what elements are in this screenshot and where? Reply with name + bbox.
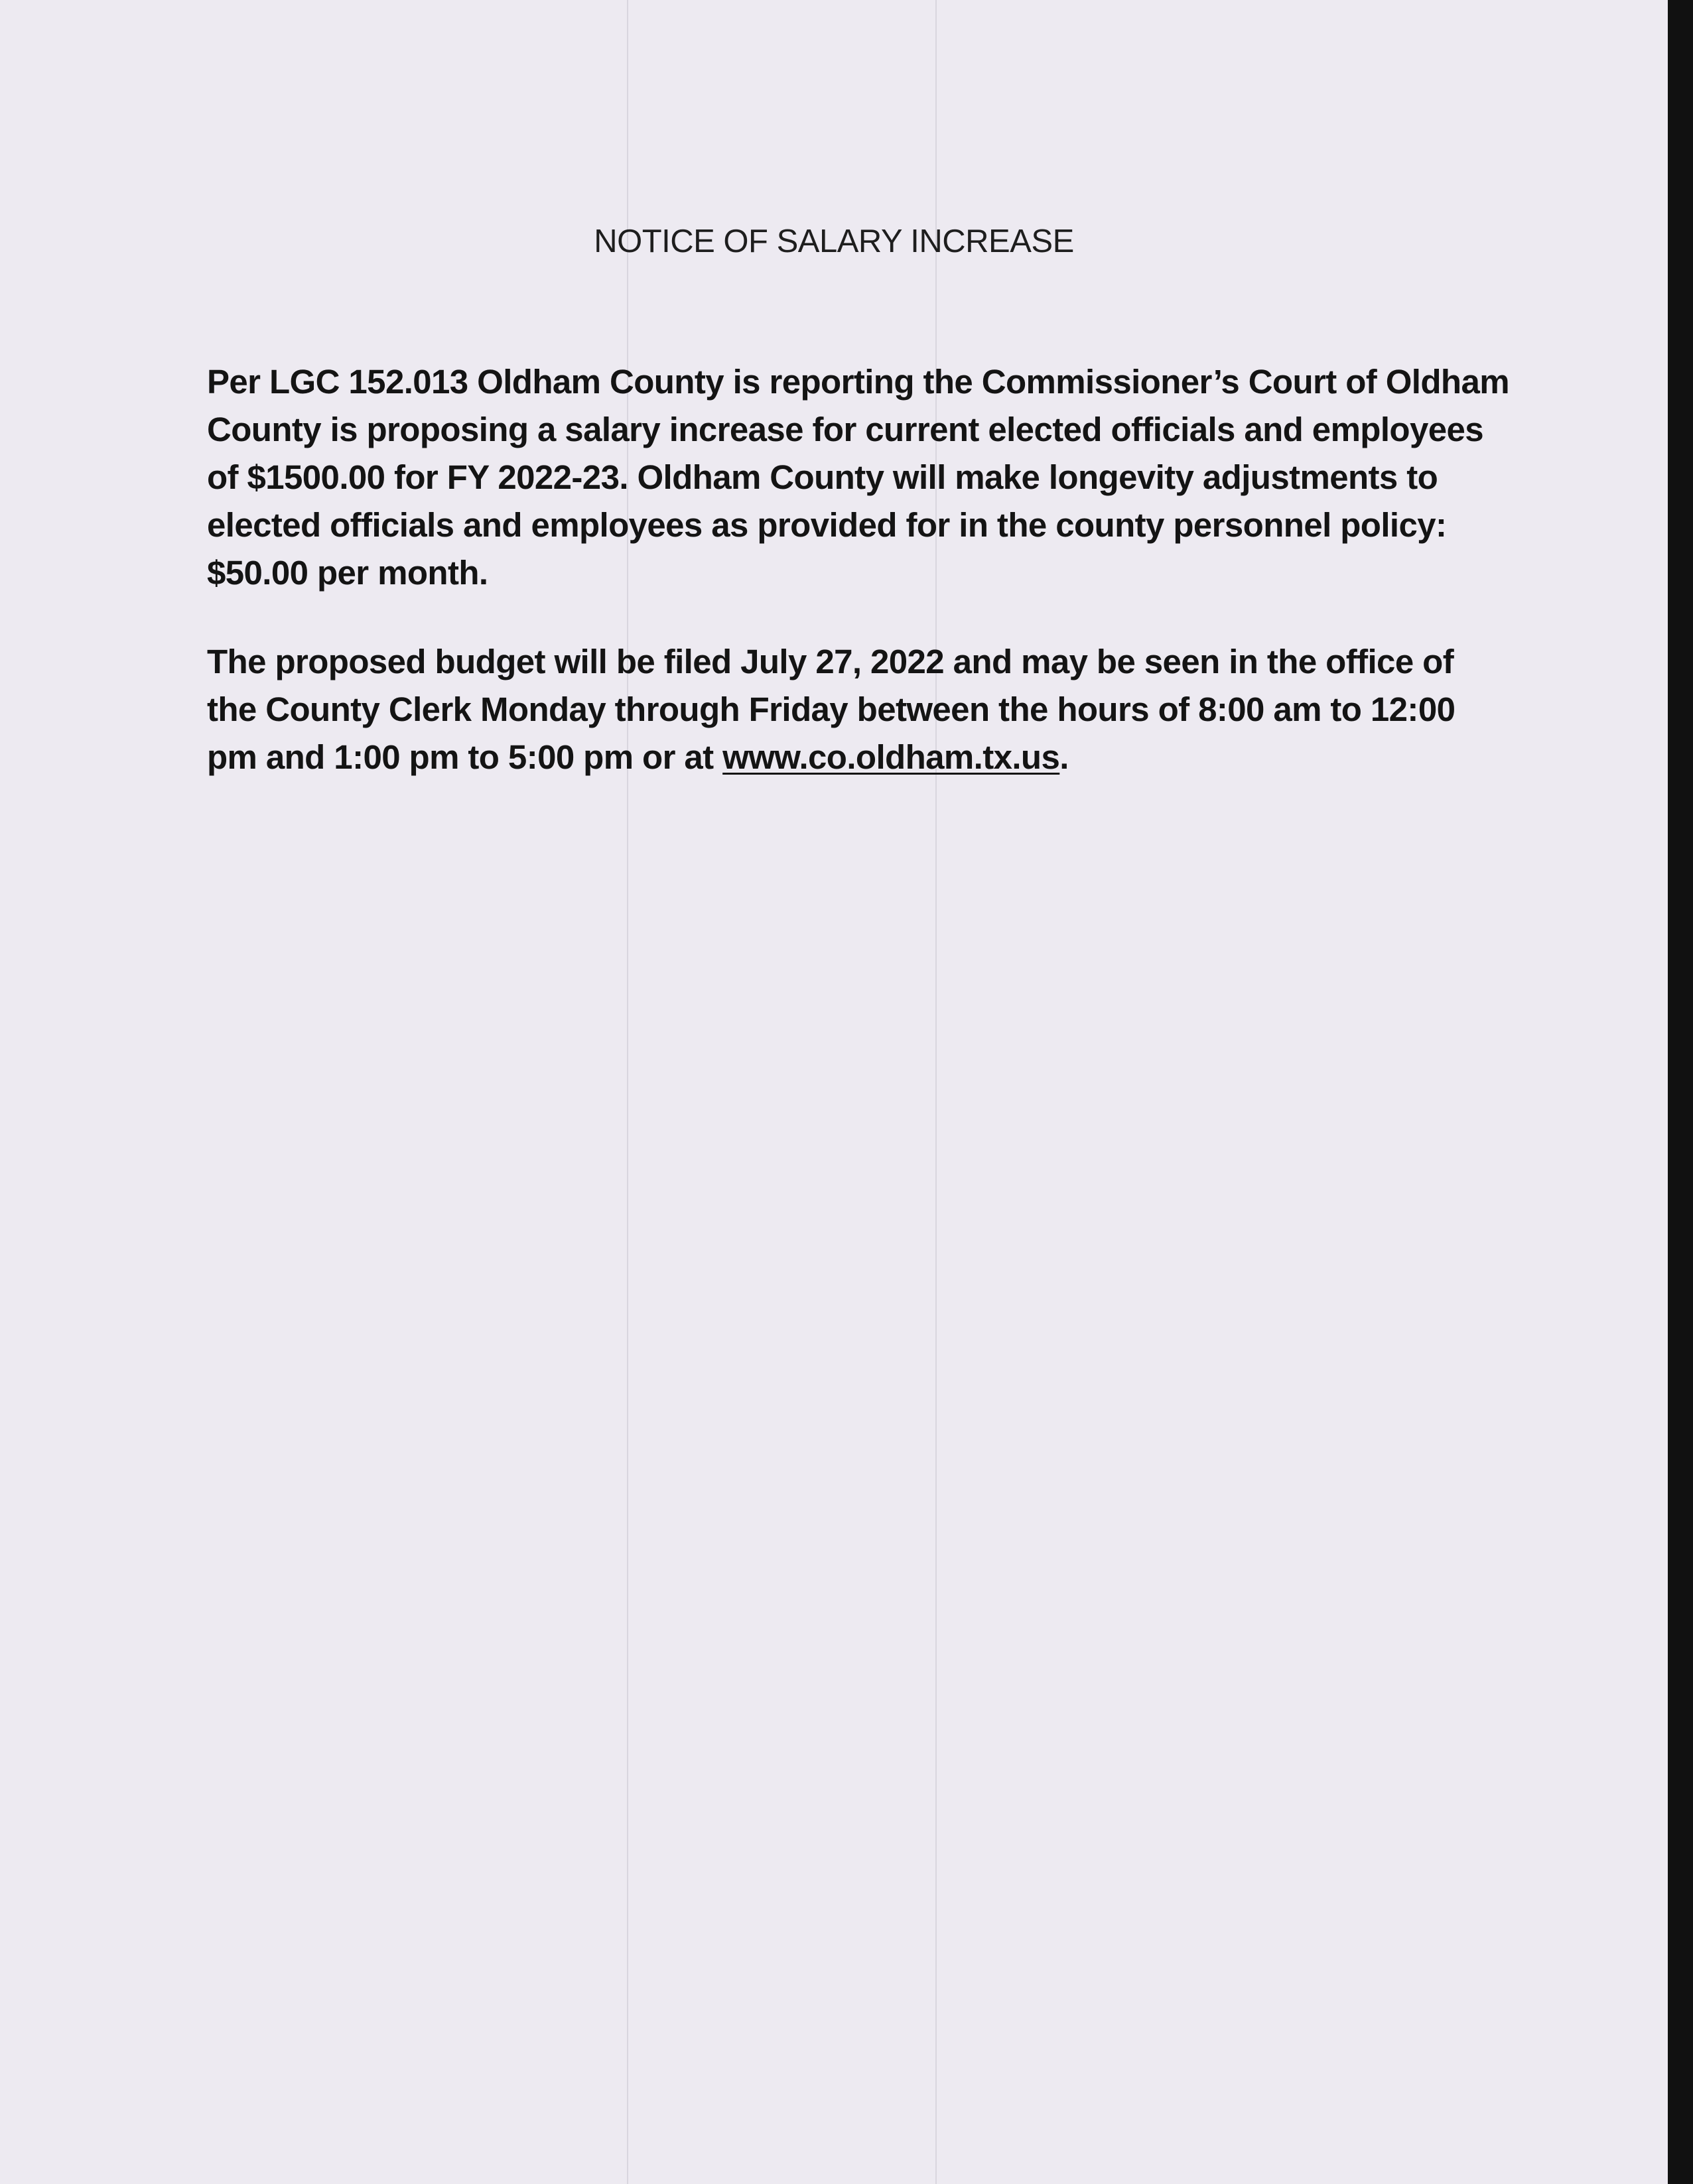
paper-fold-line — [935, 0, 937, 2184]
paragraph-line: the County Clerk Monday through Friday between the hours of 8:00 am to 12:00 — [207, 690, 1456, 728]
paragraph-line: The proposed budget will be filed July 27, 2022 and may be seen in the office of — [207, 643, 1454, 680]
line-text: . — [1059, 738, 1069, 776]
paragraph-line: of $1500.00 for FY 2022-23. Oldham County will make longevity adjustments to — [207, 458, 1438, 496]
scan-edge-shadow — [1668, 0, 1693, 2184]
paragraph-line — [207, 734, 1527, 781]
paragraph-line: $50.00 per month. — [207, 554, 488, 592]
paper-fold-line — [627, 0, 628, 2184]
line-text: pm and 1:00 pm to 5:00 pm or at — [207, 738, 723, 776]
budget-paragraph — [207, 638, 1527, 781]
paragraph-line: County is proposing a salary increase for current elected officials and employees — [207, 411, 1484, 448]
notice-title: NOTICE OF SALARY INCREASE — [594, 224, 1074, 259]
paragraph-line: elected officials and employees as provided for in the county personnel policy: — [207, 506, 1447, 544]
county-website-link[interactable]: www.co.oldham.tx.us — [722, 738, 1060, 776]
paragraph-line: Per LGC 152.013 Oldham County is reporting the Commissioner’s Court of Oldham — [207, 363, 1509, 401]
notice-body — [207, 358, 1527, 822]
salary-paragraph — [207, 358, 1527, 597]
